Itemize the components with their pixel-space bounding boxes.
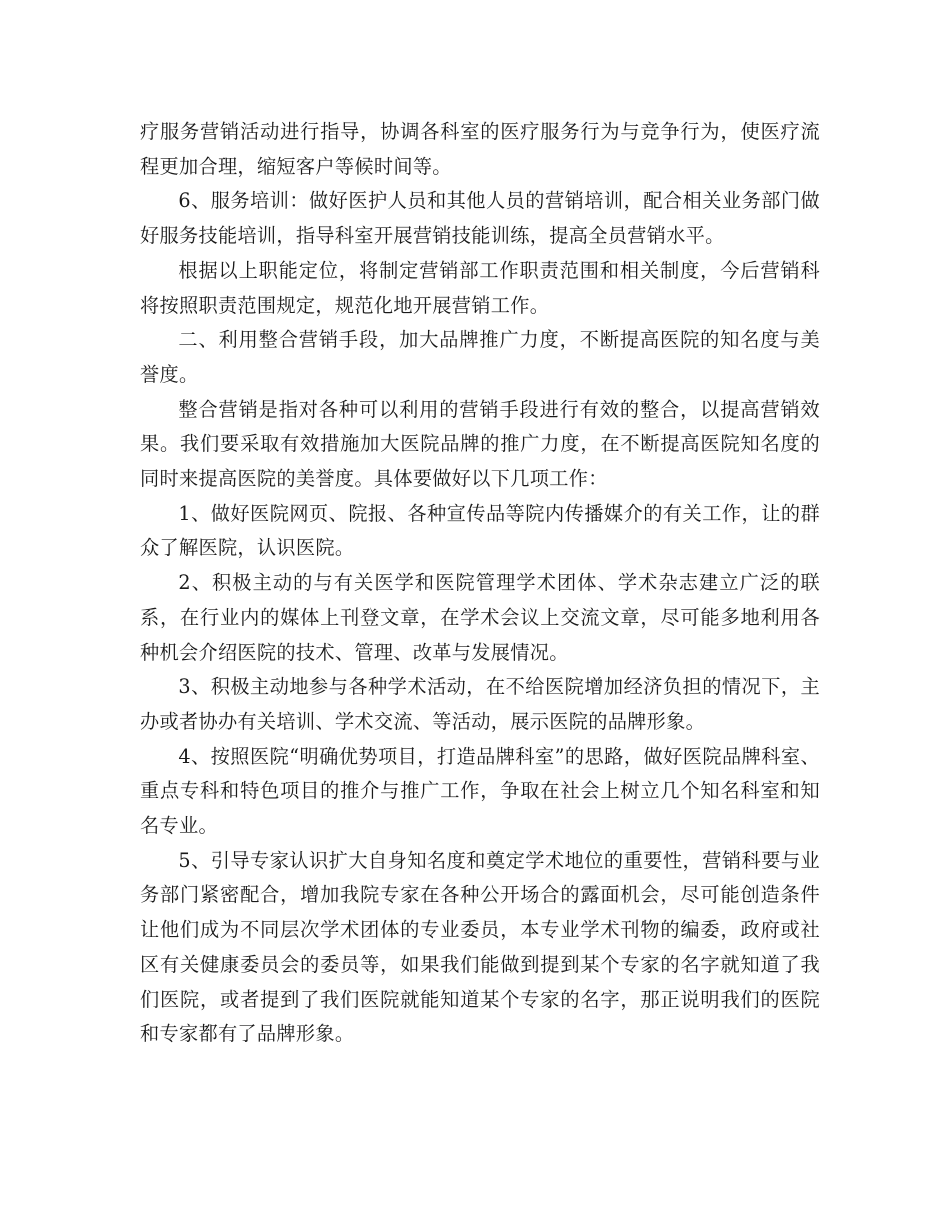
list-item-2: 2、积极主动的与有关医学和医院管理学术团体、学术杂志建立广泛的联系，在行业内的媒体上刊登文章，在学术会议上交流文章，尽可能多地利用各种机会介绍医院的技术、管理、改革与发展情况。 bbox=[140, 571, 820, 664]
document-body bbox=[140, 115, 820, 1052]
list-item-5: 5、引导专家认识扩大自身知名度和奠定学术地位的重要性，营销科要与业务部门紧密配合，增加我院专家在各种公开场合的露面机会，尽可能创造条件让他们成为不同层次学术团体的专业委员，本专业学术刊物的编委，政府或社区有关健康委员会的委员等，如果我们能做到提到某个专家的名字就知道了我们医院，或者提到了我们医院就能知道某个专家的名字，那正说明我们的医院和专家都有了品牌形象。 bbox=[140, 848, 820, 1046]
section-heading-integrated-marketing: 二、利用整合营销手段，加大品牌推广力度，不断提高医院的知名度与美誉度。 bbox=[140, 328, 820, 386]
paragraph-integrated-marketing-definition: 整合营销是指对各种可以利用的营销手段进行有效的整合，以提高营销效果。我们要采取有效措施加大医院品牌的推广力度，在不断提高医院知名度的同时来提高医院的美誉度。具体要做好以下几项工作： bbox=[140, 397, 820, 491]
paragraph-continuation: 疗服务营销活动进行指导，协调各科室的医疗服务行为与竞争行为，使医疗流程更加合理，缩短客户等候时间等。 bbox=[140, 120, 820, 178]
list-item-4: 4、按照医院“明确优势项目，打造品牌科室”的思路，做好医院品牌科室、重点专科和特色项目的推介与推广工作，争取在社会上树立几个知名科室和知名专业。 bbox=[140, 744, 820, 838]
list-item-1: 1、做好医院网页、院报、各种宣传品等院内传播媒介的有关工作，让的群众了解医院，认识医院。 bbox=[140, 501, 820, 560]
list-item-3: 3、积极主动地参与各种学术活动，在不给医院增加经济负担的情况下，主办或者协办有关培训、学术交流、等活动，展示医院的品牌形象。 bbox=[140, 675, 820, 733]
paragraph-function-positioning: 根据以上职能定位，将制定营销部工作职责范围和相关制度，今后营销科将按照职责范围规定，规范化地开展营销工作。 bbox=[140, 258, 820, 317]
paragraph-service-training: 6、服务培训：做好医护人员和其他人员的营销培训，配合相关业务部门做好服务技能培训，指导科室开展营销技能训练，提高全员营销水平。 bbox=[140, 189, 820, 248]
